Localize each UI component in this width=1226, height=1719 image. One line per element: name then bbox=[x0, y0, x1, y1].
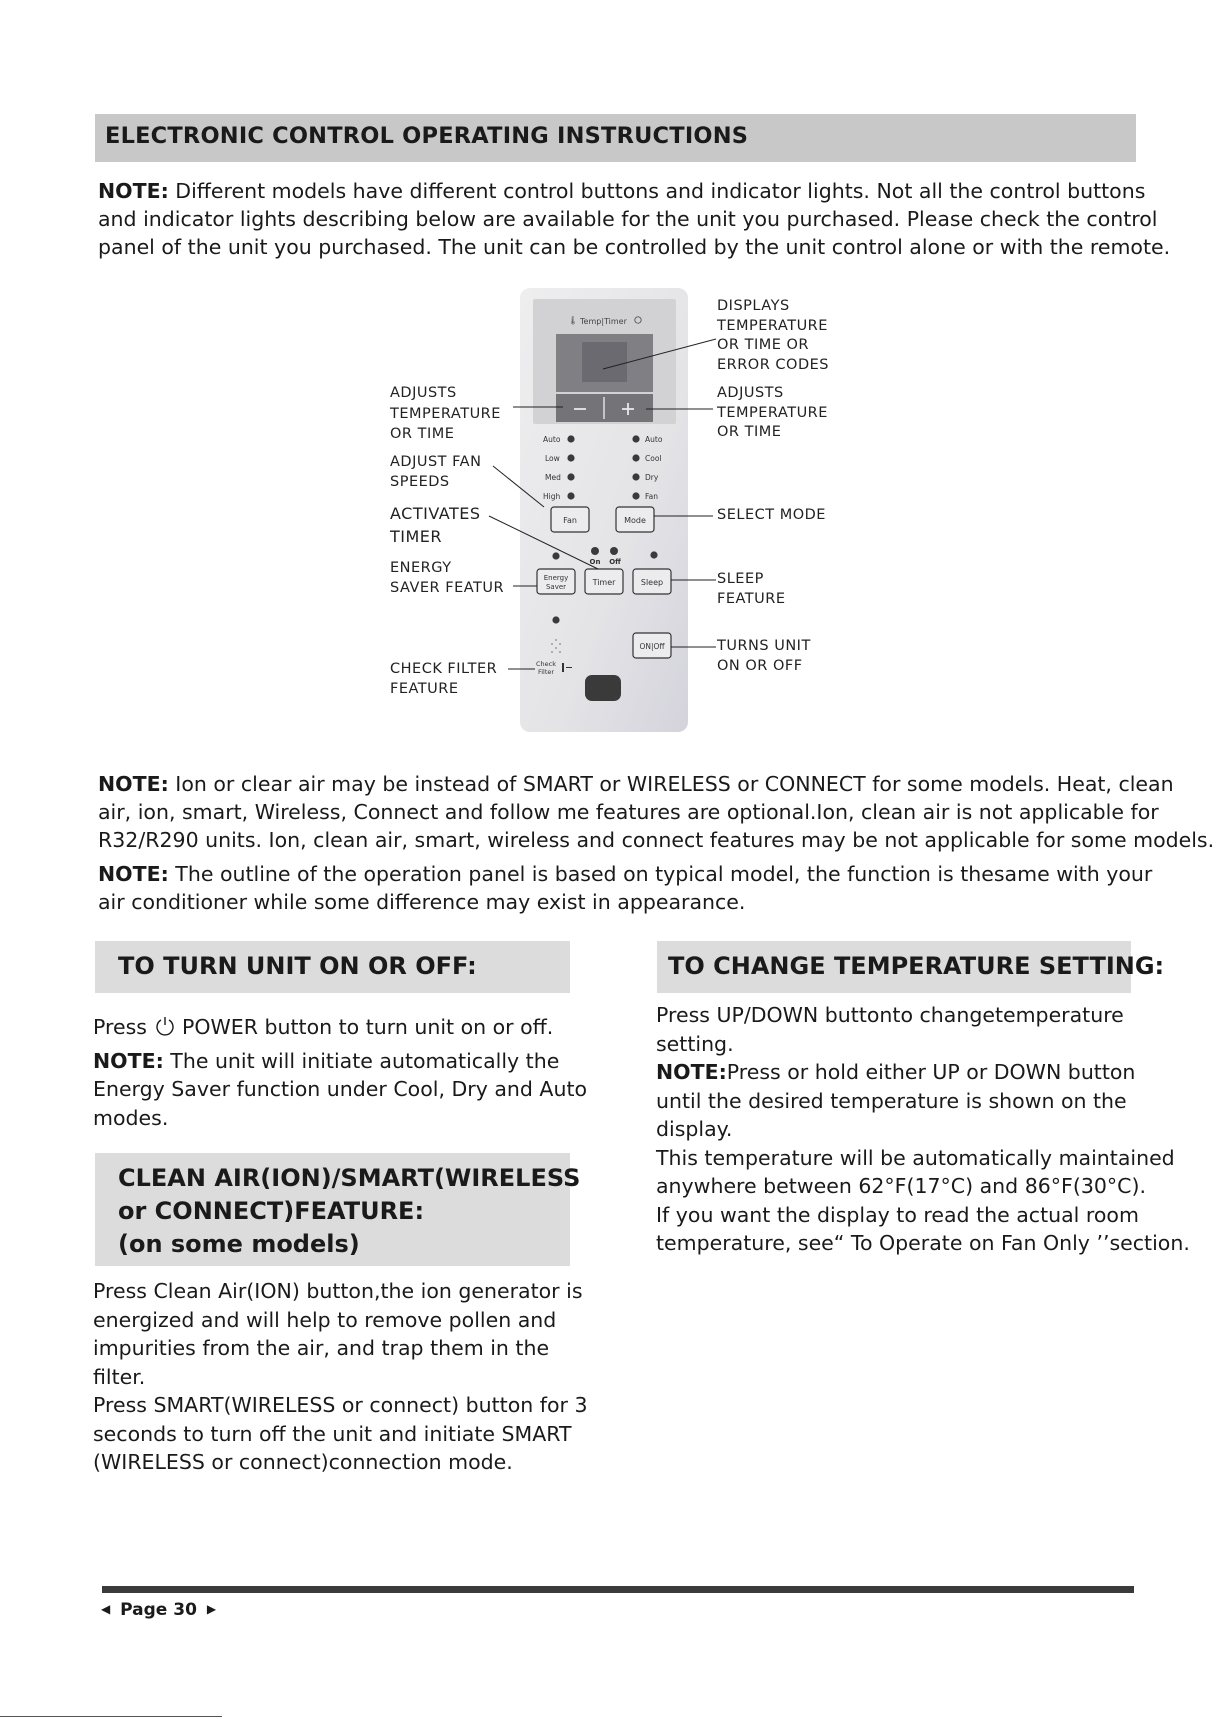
note-label: NOTE: bbox=[98, 772, 169, 796]
wifi-connect-button[interactable] bbox=[585, 675, 621, 701]
page-number: Page 30 bbox=[120, 1600, 197, 1620]
note-label: NOTE: bbox=[93, 1048, 164, 1073]
mode-auto-led bbox=[632, 435, 639, 442]
timer-button[interactable] bbox=[585, 569, 623, 594]
bottom-edge-line bbox=[0, 1716, 222, 1717]
note-text: Different models have different control buttons and indicator lights. Not all the control buttons bbox=[168, 179, 1146, 203]
timer-off-led bbox=[610, 547, 618, 555]
fan-low-led bbox=[567, 454, 574, 461]
power-icon bbox=[154, 1015, 174, 1035]
display-digits bbox=[582, 342, 627, 382]
timer-on-label: On bbox=[589, 558, 601, 566]
svg-text:Fan: Fan bbox=[563, 516, 577, 525]
svg-text:Saver: Saver bbox=[545, 583, 567, 591]
note-text: panel of the unit you purchased. The unit can be controlled by the unit control alone or with the remote. bbox=[98, 235, 1171, 259]
fan-auto-label: Auto bbox=[543, 435, 561, 444]
footer-rule bbox=[102, 1586, 1134, 1593]
temp-text: Press UP/DOWN buttonto changetemperature setting. NOTE:Press or hold either UP or DOWN button until the desired temperature is shown on the display. This temperature will be automatically maintained anywhere between 62°F(17°C) and 86°F(30°C). If you want the display to read the actual room temperature, see“ To Operate on Fan Only ’’section. bbox=[656, 1003, 1190, 1255]
timer-off-label: Off bbox=[609, 558, 621, 566]
control-panel-diagram bbox=[0, 0, 1226, 760]
note-label: NOTE: bbox=[656, 1060, 727, 1084]
check-filter-led bbox=[552, 616, 559, 623]
on-off-text: Press POWER button to turn unit on or off. NOTE: The unit will initiate automatically the Energy Saver function under Cool, Dry and Auto modes. bbox=[93, 1015, 588, 1130]
fan-high-led bbox=[567, 492, 574, 499]
note-optional-features bbox=[98, 770, 1223, 854]
note-label: NOTE: bbox=[98, 862, 169, 886]
mode-fan-label: Fan bbox=[645, 492, 658, 501]
section-title-temp: TO CHANGE TEMPERATURE SETTING: bbox=[668, 952, 1165, 980]
filter-icon bbox=[562, 663, 564, 672]
sleep-led bbox=[650, 551, 657, 558]
fan-auto-led bbox=[567, 435, 574, 442]
fan-med-label: Med bbox=[545, 473, 561, 482]
callout-adjusts-temp-right: ADJUSTS TEMPERATURE OR TIME bbox=[717, 385, 828, 440]
note-text: The outline of the operation panel is based on typical model, the function is thesame with your bbox=[168, 862, 1153, 886]
svg-text:Mode: Mode bbox=[624, 516, 646, 525]
svg-text:Sleep: Sleep bbox=[640, 578, 664, 587]
mode-cool-label: Cool bbox=[645, 454, 662, 463]
note-text: R32/R290 units. Ion, clean air, smart, wireless and connect features may be not applicable for some models. bbox=[98, 828, 1215, 852]
svg-text:Check: Check bbox=[536, 660, 556, 668]
mode-dry-label: Dry bbox=[645, 473, 659, 482]
callout-displays: DISPLAYS TEMPERATURE OR TIME OR ERROR CODES bbox=[717, 298, 829, 373]
page-title: ELECTRONIC CONTROL OPERATING INSTRUCTIONS bbox=[105, 123, 749, 149]
energy-saver-button[interactable] bbox=[537, 569, 575, 594]
callout-energy-saver: ENERGY SAVER FEATUR bbox=[390, 560, 505, 596]
callout-adjust-fan: ADJUST FAN SPEEDS bbox=[390, 454, 482, 490]
page-nav bbox=[101, 1600, 216, 1620]
callout-select-mode: SELECT MODE bbox=[717, 507, 826, 523]
svg-text:ON|Off: ON|Off bbox=[639, 642, 665, 651]
mode-cool-led bbox=[632, 454, 639, 461]
prev-page-icon[interactable]: ◀ bbox=[101, 1602, 111, 1616]
svg-text:Energy: Energy bbox=[543, 574, 569, 582]
note-text: air conditioner while some difference may exist in appearance. bbox=[98, 890, 746, 914]
note-text: air, ion, smart, Wireless, Connect and follow me features are optional.Ion, clean air is not applicable for bbox=[98, 800, 1159, 824]
fan-button[interactable] bbox=[551, 507, 589, 532]
note-panel-outline bbox=[98, 860, 1223, 916]
callout-sleep: SLEEP FEATURE bbox=[717, 571, 786, 607]
thermometer-icon: 🌡 bbox=[568, 316, 579, 325]
on-off-button[interactable] bbox=[633, 633, 671, 658]
mode-fan-led bbox=[632, 492, 639, 499]
mode-dry-led bbox=[632, 473, 639, 480]
timer-on-led bbox=[591, 547, 599, 555]
note-text: and indicator lights describing below are available for the unit you purchased. Please check the control bbox=[98, 207, 1158, 231]
callout-adjusts-temp-left: ADJUSTS TEMPERATURE OR TIME bbox=[390, 385, 501, 442]
callout-check-filter: CHECK FILTER FEATURE bbox=[390, 661, 498, 697]
display-label: Temp|Timer bbox=[580, 317, 627, 326]
sleep-button[interactable] bbox=[633, 569, 671, 594]
svg-text:Filter: Filter bbox=[537, 668, 555, 676]
clean-air-text: Press Clean Air(ION) button,the ion generator is energized and will help to remove pollen and impurities from the air, and trap them in the filter. Press SMART(WIRELESS or connect) button for 3 seconds to turn off the unit and initiate SMART (WIRELESS or connect)connection mode. bbox=[93, 1279, 588, 1474]
note-text: Ion or clear air may be instead of SMART or WIRELESS or CONNECT for some models. Heat, clean bbox=[168, 772, 1174, 796]
fan-high-label: High bbox=[543, 492, 561, 501]
svg-text:Timer: Timer bbox=[592, 578, 616, 587]
callout-turns-unit: TURNS UNIT ON OR OFF bbox=[717, 638, 811, 674]
fan-low-label: Low bbox=[545, 454, 560, 463]
energy-saver-led bbox=[552, 552, 559, 559]
next-page-icon[interactable]: ▶ bbox=[206, 1602, 217, 1616]
fan-med-led bbox=[567, 473, 574, 480]
mode-button[interactable] bbox=[616, 507, 654, 532]
note-label: NOTE: bbox=[98, 179, 169, 203]
callout-activates-timer: ACTIVATES TIMER bbox=[390, 504, 481, 546]
mode-auto-label: Auto bbox=[645, 435, 663, 444]
section-title-on-off: TO TURN UNIT ON OR OFF: bbox=[118, 952, 477, 980]
section-title-clean-air: CLEAN AIR(ION)/SMART(WIRELESS or CONNECT)FEATURE: (on some models) bbox=[118, 1164, 581, 1258]
